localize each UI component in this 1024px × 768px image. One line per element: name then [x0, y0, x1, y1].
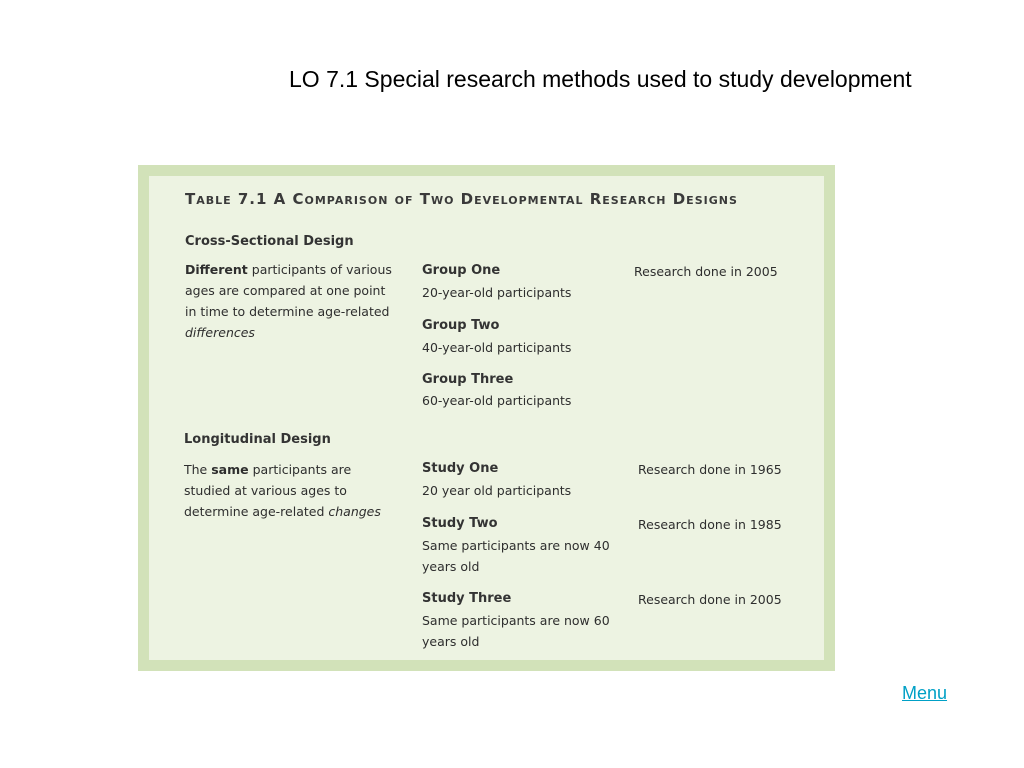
group-name: Group Two: [422, 318, 500, 333]
cross-sectional-heading: Cross-Sectional Design: [185, 234, 354, 249]
group-name: Group One: [422, 263, 501, 278]
research-date: Research done in 2005: [634, 264, 778, 279]
desc-italic-term: differences: [185, 325, 255, 340]
research-date: Research done in 2005: [638, 592, 782, 607]
study-detail: 20 year old participants: [422, 483, 572, 498]
research-date: Research done in 1965: [638, 462, 782, 477]
desc-bold-term: Different: [185, 262, 248, 277]
comparison-table-figure: [138, 165, 835, 671]
study-detail: Same participants are now 40 years old: [422, 538, 610, 574]
cross-sectional-description: [185, 259, 395, 343]
menu-link[interactable]: Menu: [902, 683, 948, 703]
desc-italic-term: changes: [328, 504, 381, 519]
desc-text: participants of various ages are compared at one point in time to determine age-related: [185, 262, 392, 319]
study-name: Study One: [422, 461, 499, 476]
study-name: Study Two: [422, 516, 498, 531]
desc-text: participants are studied at various ages to determine age-related: [184, 462, 352, 519]
group-name: Group Three: [422, 372, 514, 387]
group-detail: 20-year-old participants: [422, 285, 572, 300]
study-detail: Same participants are now 60 years old: [422, 613, 610, 649]
longitudinal-heading: Longitudinal Design: [184, 432, 331, 447]
longitudinal-description: [184, 459, 394, 522]
group-detail: 60-year-old participants: [422, 393, 572, 408]
desc-pre: The: [184, 462, 212, 477]
research-date: Research done in 1985: [638, 517, 782, 532]
slide-title: LO 7.1 Special research methods used to study development: [289, 66, 912, 92]
study-name: Study Three: [422, 591, 512, 606]
group-detail: 40-year-old participants: [422, 340, 572, 355]
table-title: Table 7.1 A Comparison of Two Developmental Research Designs: [185, 190, 738, 208]
desc-bold-term: same: [211, 462, 249, 477]
